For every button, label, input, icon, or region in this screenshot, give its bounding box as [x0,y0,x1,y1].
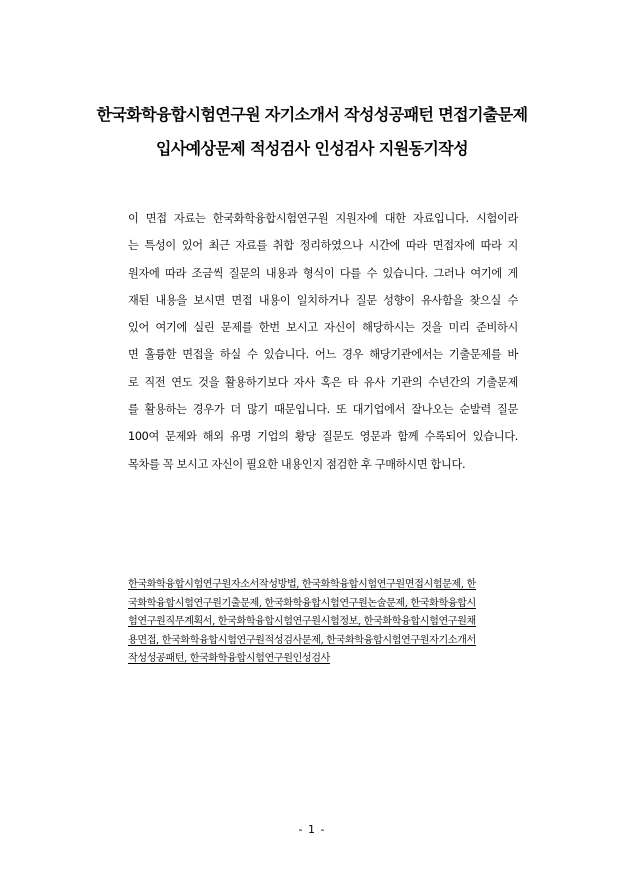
intro-line: 원자에 따라 조금씩 질문의 내용과 형식이 다를 수 있습니다. 그러나 여기에 게 [128,266,518,280]
keyword-line: 작성성공패턴, 한국화학융합시험연구원인성검사 [128,653,330,665]
keyword-line: 국화학융합시험연구원기출문제, 한국화학융합시험연구원논술문제, 한국화학융합시 [128,597,476,609]
intro-line: 목차를 꼭 보시고 자신이 필요한 내용인지 점검한 후 구매하시면 합니다. [128,457,466,471]
keyword-line: 한국화학융합시험연구원자소서작성방법, 한국화학융합시험연구원면접시험문제, 한 [128,579,476,590]
intro-line: 100여 문제와 해외 유명 기업의 황당 질문도 영문과 함께 수록되어 있습니다. [128,430,518,444]
keyword-line: 용면접, 한국화학융합시험연구원적성검사문제, 한국화학융합시험연구원자기소개서 [128,634,476,646]
keyword-list [128,576,520,669]
document-title-line-1: 한국화학융합시험연구원 자기소개서 작성성공패턴 면접기출문제 [96,105,528,124]
document-title-line-2: 입사예상문제 적성검사 인성검사 지원동기작성 [155,139,469,158]
intro-line: 는 특성이 있어 최근 자료를 취합 정리하였으나 시간에 따라 면접자에 따라 지 [128,239,518,253]
intro-line: 이 면접 자료는 한국화학융합시험연구원 지원자에 대한 자료입니다. 시험이라 [128,212,518,225]
intro-line: 면 훌륭한 면접을 하실 수 있습니다. 어느 경우 해당기관에서는 기출문제를 바 [128,348,518,362]
intro-line: 재된 내용을 보시면 면접 내용이 일치하거나 질문 성향이 유사함을 찾으실 수 [128,293,518,307]
intro-paragraph [128,205,518,478]
intro-line: 를 활용하는 경우가 더 많기 때문입니다. 또 대기업에서 잘나오는 순발력 질문 [128,403,518,417]
keyword-line: 험연구원직무계획서, 한국화학융합시험연구원시험정보, 한국화학융합시험연구원채 [128,616,476,628]
page-number: - 1 - [298,823,326,836]
intro-line: 로 직전 연도 것을 활용하기보다 자사 혹은 타 유사 기관의 수년간의 기출문제 [128,375,518,389]
intro-line: 있어 여기에 실린 문제를 한번 보시고 자신이 해당하시는 것을 미리 준비하시 [128,321,518,335]
